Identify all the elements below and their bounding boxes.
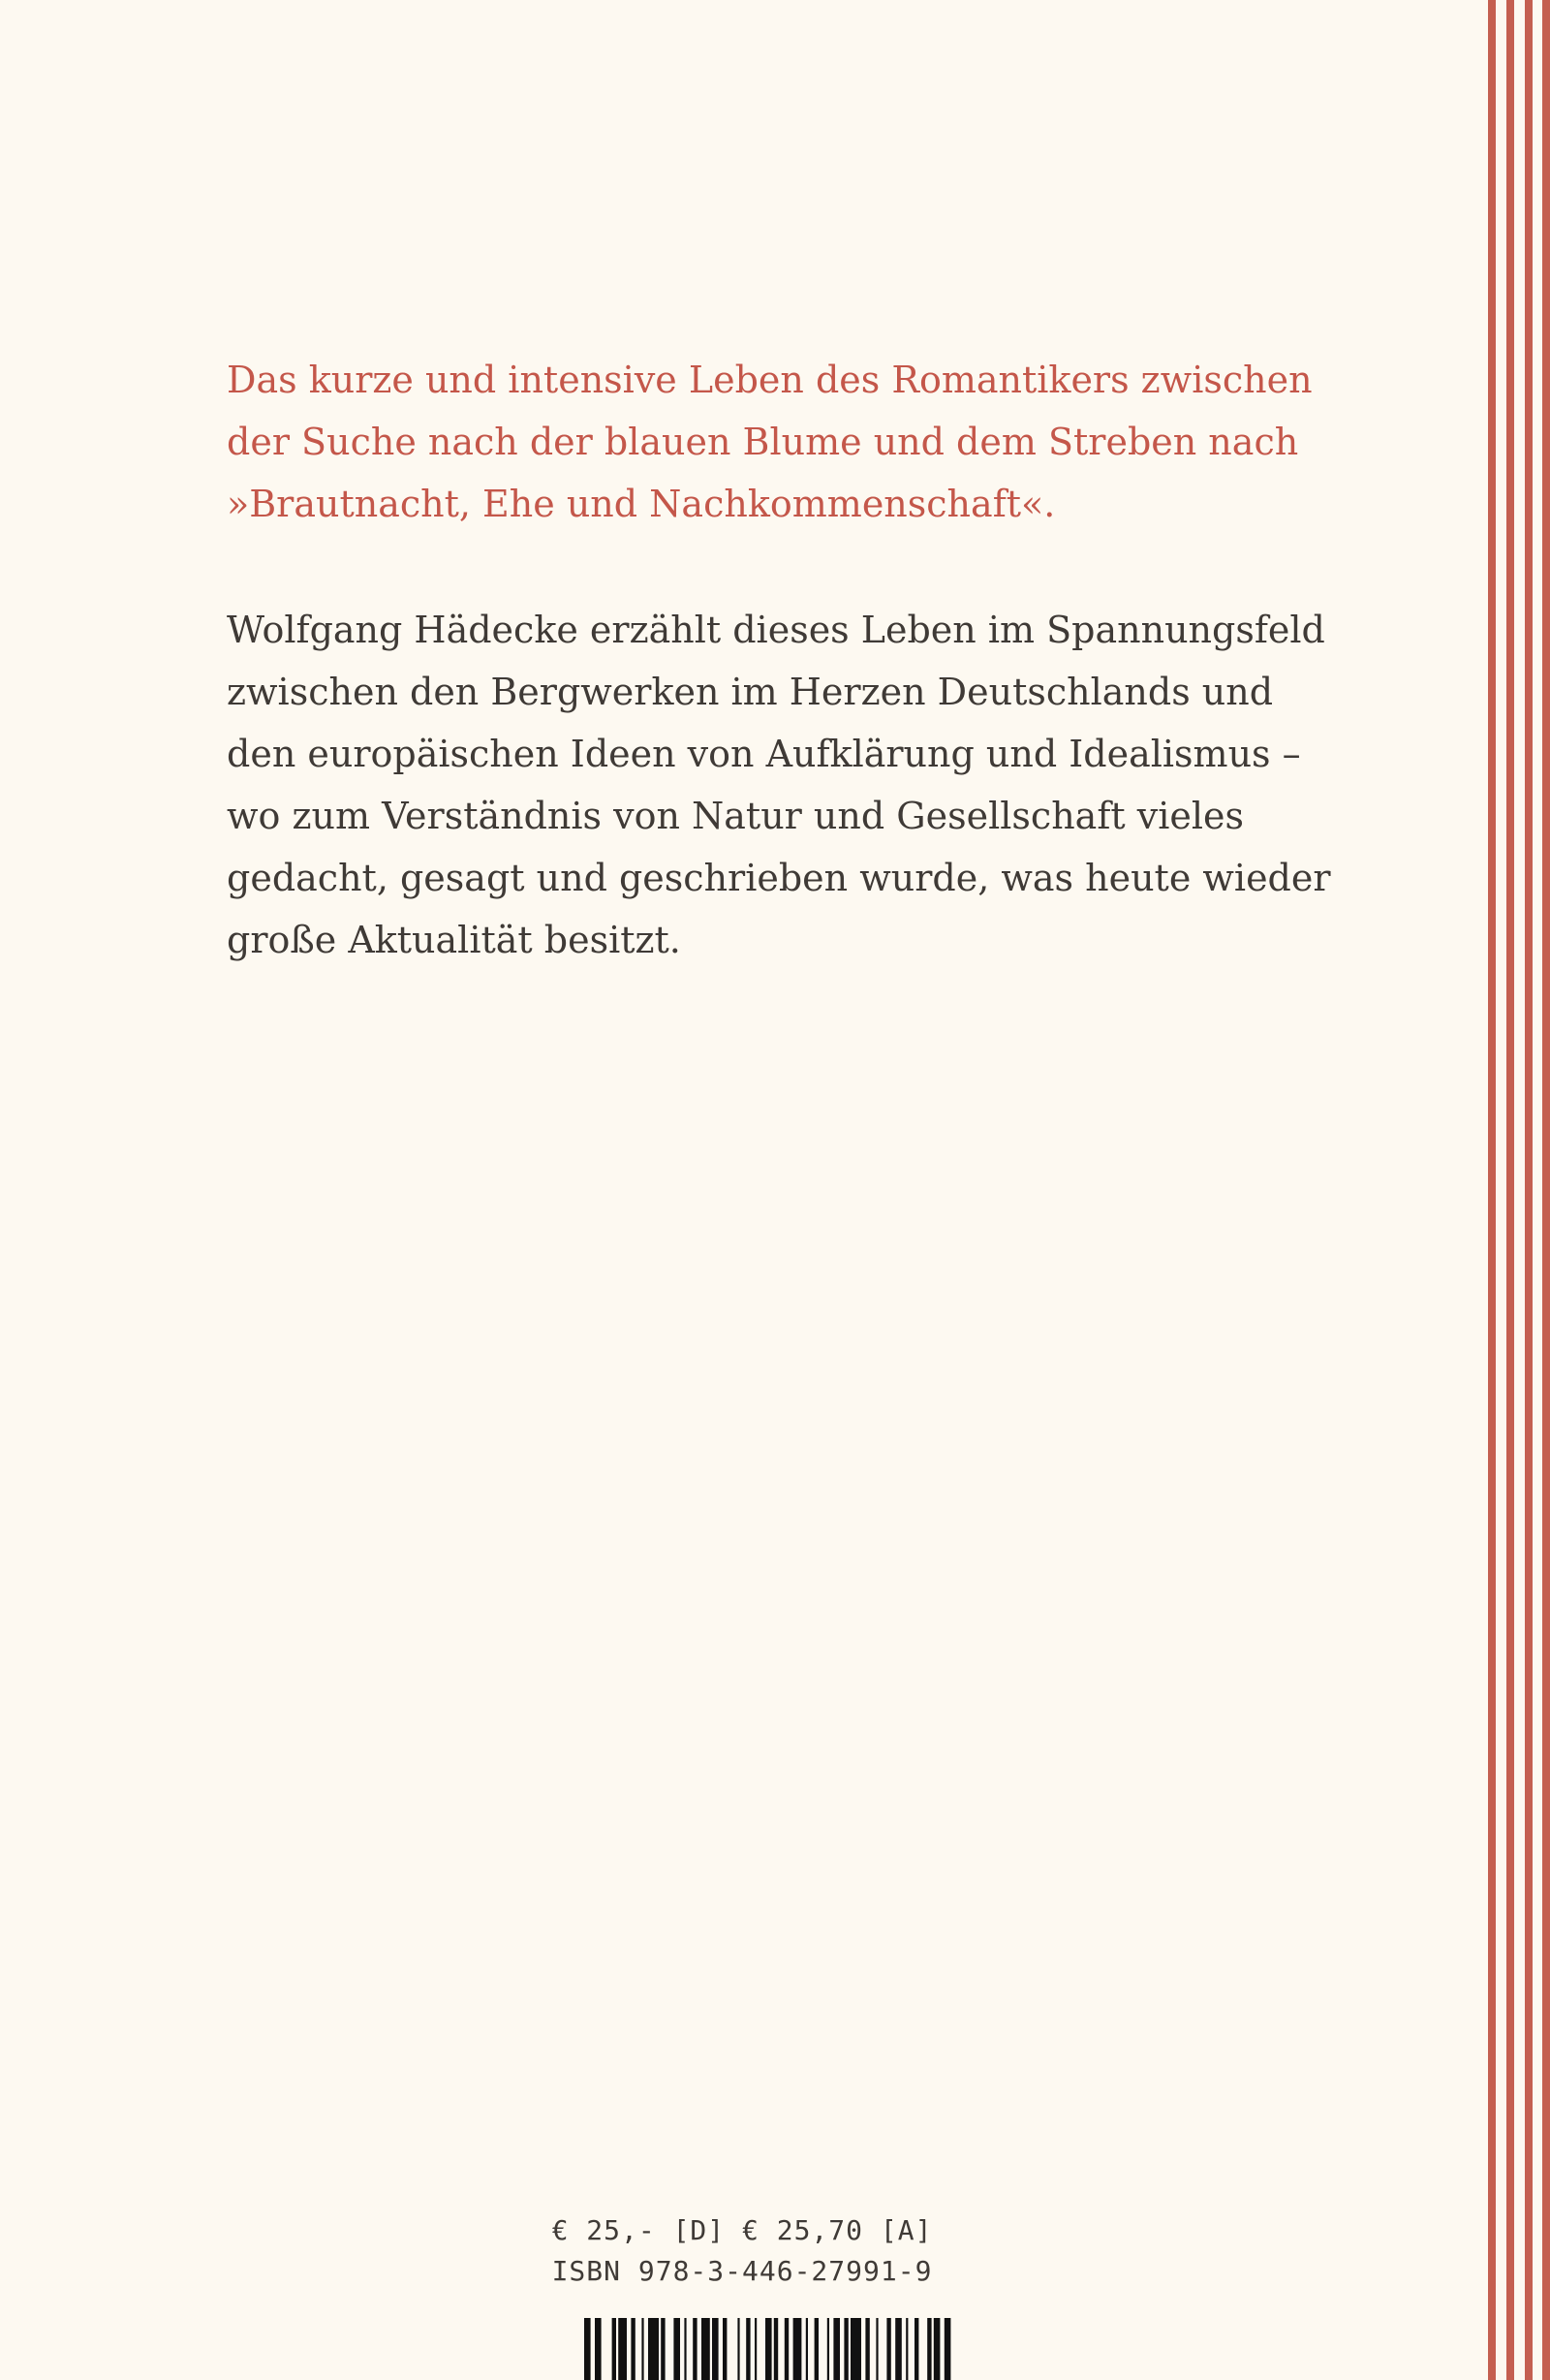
barcode-bar: [906, 2318, 908, 2380]
barcode-bar: [618, 2318, 627, 2380]
barcode-bar: [584, 2318, 591, 2380]
barcode-bar: [815, 2318, 819, 2380]
barcode-bar: [737, 2318, 739, 2380]
barcode-bar: [876, 2318, 878, 2380]
barcode-bar: [693, 2318, 697, 2380]
barcode-bar: [934, 2318, 941, 2380]
blurb-body-line: zwischen den Bergwerken im Herzen Deutschlands und: [227, 671, 1274, 713]
barcode-bar: [595, 2318, 602, 2380]
barcode-bar: [844, 2318, 848, 2380]
barcode-bar: [673, 2318, 680, 2380]
blurb-body-line: große Aktualität besitzt.: [227, 919, 681, 961]
barcode-bar: [886, 2318, 890, 2380]
stripe: [1506, 0, 1514, 2380]
blurb-highlight: [227, 349, 1321, 535]
stripe: [1488, 0, 1496, 2380]
barcode-bar: [833, 2318, 840, 2380]
blurb-body: [227, 599, 1331, 971]
barcode-bar: [827, 2318, 829, 2380]
barcode-bar: [895, 2318, 902, 2380]
barcode-bar: [631, 2318, 635, 2380]
barcode-bar: [806, 2318, 808, 2380]
blurb-body-line: wo zum Verständnis von Natur und Gesellschaft vieles: [227, 795, 1244, 837]
barcode: [584, 2318, 966, 2380]
price-label: € 25,- [D] € 25,70 [A]: [551, 2214, 933, 2246]
barcode-bar: [765, 2318, 772, 2380]
barcode-bar: [661, 2318, 665, 2380]
barcode-bar: [865, 2318, 869, 2380]
barcode-bar: [723, 2318, 727, 2380]
stripe: [1525, 0, 1533, 2380]
barcode-bar: [712, 2318, 719, 2380]
barcode-bar: [612, 2318, 616, 2380]
barcode-bar: [851, 2318, 861, 2380]
barcode-bar: [701, 2318, 710, 2380]
barcode-bar: [793, 2318, 802, 2380]
barcode-bar: [785, 2318, 789, 2380]
blurb-highlight-line: der Suche nach der blauen Blume und dem Streben nach: [227, 421, 1299, 463]
blurb-highlight-line: »Brautnacht, Ehe und Nachkommenschaft«.: [227, 483, 1056, 525]
blurb-highlight-line: Das kurze und intensive Leben des Romantikers zwischen: [227, 359, 1313, 401]
barcode-bar: [684, 2318, 686, 2380]
blurb-body-line: den europäischen Ideen von Aufklärung und Idealismus –: [227, 733, 1301, 775]
barcode-bar: [774, 2318, 778, 2380]
barcode-bar: [945, 2318, 951, 2380]
blurb-body-line: Wolfgang Hädecke erzählt dieses Leben im Spannungsfeld: [227, 609, 1325, 651]
barcode-bar: [914, 2318, 918, 2380]
barcode-bar: [648, 2318, 659, 2380]
barcode-bar: [641, 2318, 643, 2380]
barcode-graphic: [584, 2318, 966, 2380]
barcode-bar: [755, 2318, 757, 2380]
barcode-bar: [927, 2318, 931, 2380]
stripe: [1542, 0, 1550, 2380]
blurb-body-line: gedacht, gesagt und geschrieben wurde, was heute wieder: [227, 857, 1331, 899]
isbn-label: ISBN 978-3-446-27991-9: [551, 2255, 933, 2287]
decorative-stripes: [1488, 0, 1550, 2380]
barcode-bar: [746, 2318, 750, 2380]
